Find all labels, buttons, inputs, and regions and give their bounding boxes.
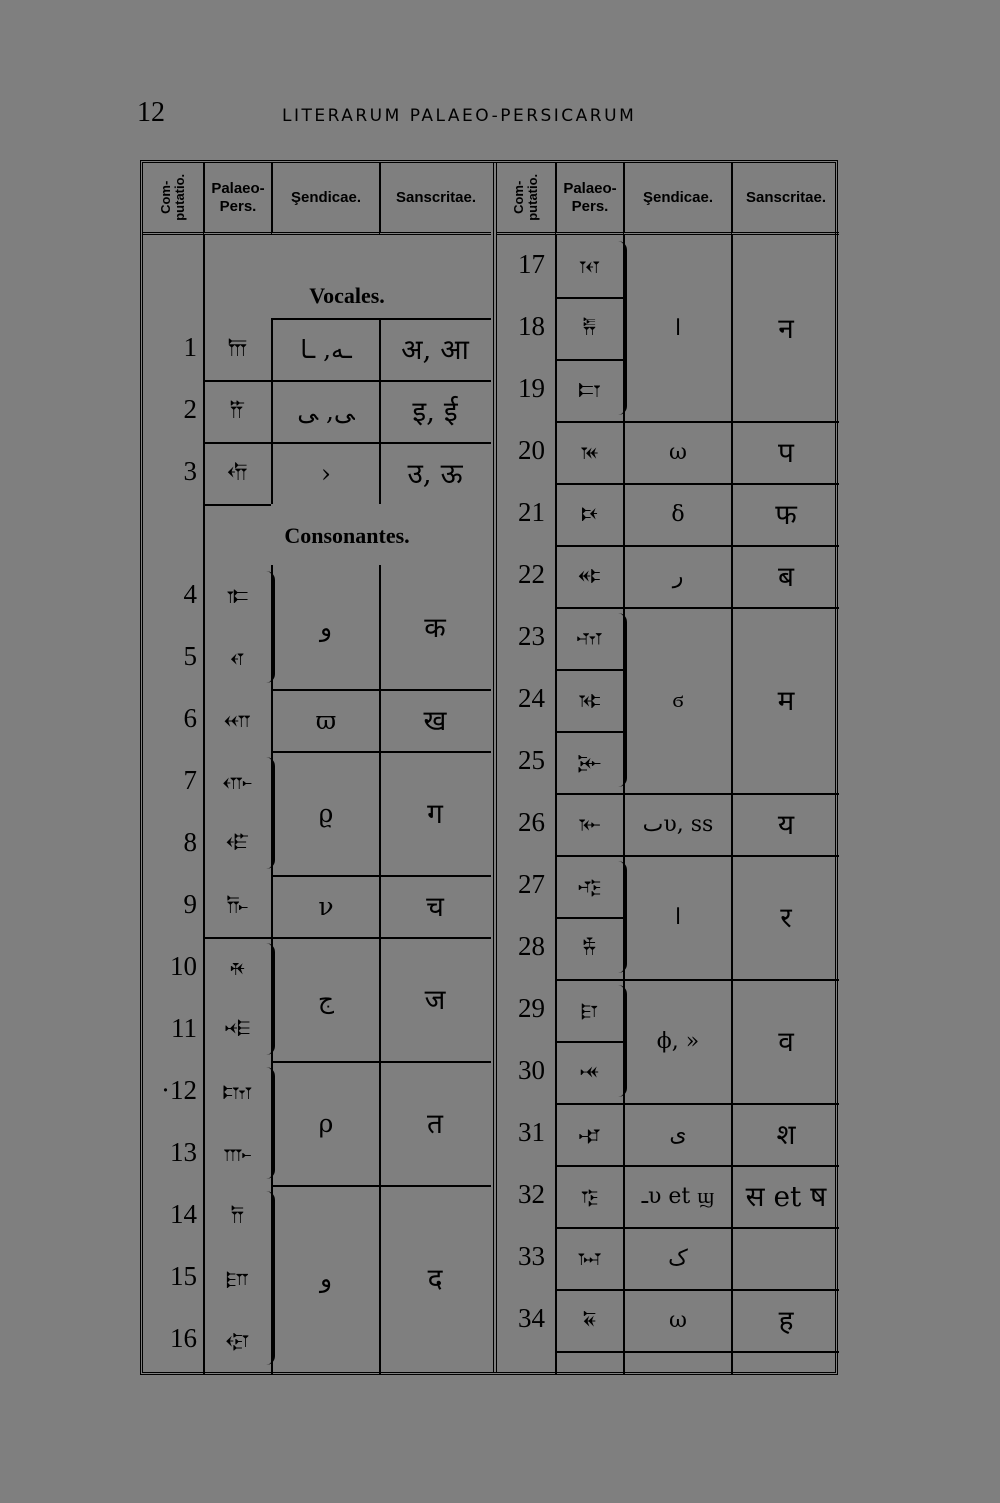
row-number: 18 [518,311,545,341]
palaeo-persian-sign: 𐎳 [580,439,598,465]
palaeo-persian-sign: 𐎸 [577,749,601,775]
palaeo-persian-sign: 𐎤 [230,645,244,671]
palaeo-persian-sign: 𐎭 [230,1203,244,1229]
sendicae-letter: ر [672,563,684,589]
sendicae-letter: ω [669,439,687,465]
row-rule [203,937,271,939]
palaeo-persian-sign: 𐎾 [578,1121,600,1147]
palaeo-persian-sign: 𐎫 [222,1079,252,1105]
row-number: 24 [518,683,545,713]
palaeo-persian-sign: 𐎮 [226,1265,248,1291]
row-number: 10 [170,951,197,981]
sendicae-letter: ـυ et ϣ [641,1184,715,1209]
row-number: 32 [518,1179,545,1209]
column-divider [379,318,381,504]
row-rule [203,504,271,506]
row-number: 14 [170,1199,197,1229]
row-number: 21 [518,497,545,527]
row-number: 25 [518,745,545,775]
sanscrit-letter: व [778,1025,794,1058]
sendicae-letter: ج [317,984,335,1014]
column-divider [203,235,205,1374]
grouping-brace [617,985,627,1097]
row-number: 2 [183,394,197,424]
sanscrit-letter: फ [775,498,797,531]
palaeo-persian-sign: 𐎪 [224,1017,250,1043]
palaeo-persian-sign: 𐎥 [222,769,252,795]
palaeo-persian-sign: 𐎦 [226,831,248,857]
sanscrit-letter: प [778,436,794,469]
grouping-brace [265,1067,275,1179]
sendicae-letter: ϖ [315,705,337,735]
sanscrit-letter: क [424,611,446,644]
sendicae-letter: ω [669,1307,687,1333]
row-number: 13 [170,1137,197,1167]
header-palaeo-pers: Palaeo- Pers. [203,163,271,235]
row-number: 11 [171,1013,197,1043]
table-left-half [143,163,491,1372]
palaeo-persian-sign: 𐎱 [582,315,596,341]
palaeo-persian-sign: 𐎲 [578,377,600,403]
sendicae-letter: و [319,612,333,642]
transliteration-table [140,160,838,1375]
row-number: 26 [518,807,545,837]
row-number: 29 [518,993,545,1023]
sendicae-letter: ى [669,1121,687,1147]
sanscrit-letter: इ, ई [412,395,458,428]
sendicae-letter: δ [671,501,685,527]
sanscrit-letter: ख [423,704,447,737]
row-number: 30 [518,1055,545,1085]
sendicae-letter: ϱ [318,798,334,828]
palaeo-persian-sign: 𐎠 [227,336,247,362]
sanscrit-letter: ब [778,560,794,593]
palaeo-persian-sign: 𐎨 [226,893,248,919]
palaeo-persian-sign: 𐎿 [580,1183,598,1209]
palaeo-persian-sign: 𐏀 [577,1245,601,1271]
row-rule [203,380,271,382]
grouping-brace [265,757,275,869]
palaeo-persian-sign: 𐎼 [580,997,598,1023]
palaeo-persian-sign: 𐎽 [579,1059,599,1085]
row-number: 5 [183,641,197,671]
row-number: 7 [183,765,197,795]
sendicae-letter: ρ [318,1108,334,1138]
sanscrit-letter: अ, आ [401,333,469,366]
sanscrit-letter: य [777,808,795,841]
palaeo-persian-sign: 𐏁 [582,1307,596,1333]
row-rule [623,1351,839,1353]
sanscrit-letter: म [777,684,795,717]
row-number: 1 [183,332,197,362]
row-number: 16 [170,1323,197,1353]
row-number: 3 [183,456,197,486]
row-rule [271,875,491,877]
row-number: 28 [518,931,545,961]
row-number: 8 [183,827,197,857]
grouping-brace [265,571,275,683]
palaeo-persian-sign: 𐎰 [578,253,600,279]
row-number: 6 [183,703,197,733]
header-sendicae: Şendicae. [271,163,379,235]
row-rule [203,442,271,444]
palaeo-persian-sign: 𐎴 [581,501,597,527]
grouping-brace [265,943,275,1055]
sanscrit-letter: ग [427,797,443,830]
palaeo-persian-sign: 𐎺 [577,873,601,899]
sendicae-letter: ک [668,1245,688,1271]
section-vocales: Vocales. [309,283,385,308]
grouping-brace [617,241,627,415]
sendicae-letter: › [321,458,331,488]
row-rule [271,442,491,444]
row-rule [271,1185,491,1187]
sanscrit-letter: द [427,1262,443,1295]
row-rule [271,1061,491,1063]
sanscrit-letter: श [776,1118,796,1151]
row-rule [271,937,491,939]
sanscrit-letter: उ, ऊ [407,457,463,490]
header-computatio: Com- putatio. [143,163,203,235]
palaeo-persian-sign: 𐎷 [578,687,600,713]
row-number: 33 [518,1241,545,1271]
row-number: 31 [518,1117,545,1147]
sendicae-letter: و [319,1263,333,1293]
palaeo-persian-sign: 𐎩 [229,955,245,981]
row-number: 15 [170,1261,197,1291]
column-divider [379,565,381,1374]
sanscrit-letter: ह [778,1304,794,1337]
header-computatio-right: Com- putatio. [497,163,555,235]
palaeo-persian-sign: 𐎹 [578,811,600,837]
palaeo-persian-sign: 𐎵 [578,563,600,589]
header-palaeo-pers-right: Palaeo- Pers. [555,163,623,235]
page-number: 12 [137,97,165,128]
row-number: 22 [518,559,545,589]
row-number: 23 [518,621,545,651]
sanscrit-letter: न [778,312,794,345]
row-rule [555,1351,623,1353]
palaeo-persian-sign: 𐎯 [225,1327,249,1353]
sendicae-letter: ϕ, » [656,1028,700,1054]
section-consonantes: Consonantes. [284,523,410,548]
palaeo-persian-sign: 𐎬 [223,1141,251,1167]
sanscrit-letter: र [780,901,792,934]
palaeo-persian-sign: 𐎡 [229,398,245,424]
row-number: 9 [183,889,197,919]
row-number: 17 [518,249,545,279]
row-rule [271,318,491,320]
header-sendicae-right: Şendicae. [623,163,731,235]
sanscrit-letter [733,1227,839,1289]
palaeo-persian-sign: 𐎶 [576,625,602,651]
row-number: ·12 [161,1075,197,1105]
row-rule [271,380,491,382]
palaeo-persian-sign: 𐎢 [227,460,247,486]
sendicae-letter: ـﻪ, ـﺎ [300,334,352,364]
sendicae-letter: ﻰ, ﻰ [297,396,355,426]
sendicae-letter: ا [674,904,682,930]
header-sanscritae: Sanscritae. [379,163,491,235]
column-divider [555,235,557,1374]
grouping-brace [617,613,627,787]
row-rule [271,689,491,691]
grouping-brace [617,861,627,973]
row-number: 20 [518,435,545,465]
running-head: LITERARUM PALAEO-PERSICARUM [282,106,637,126]
palaeo-persian-sign: 𐎧 [224,707,250,733]
palaeo-persian-sign: 𐎣 [226,583,248,609]
header-sanscritae-right: Sanscritae. [731,163,839,235]
sanscrit-letter: त [427,1107,443,1140]
row-number: 27 [518,869,545,899]
sanscrit-letter: च [426,890,444,923]
row-number: 19 [518,373,545,403]
sendicae-letter: ٮυ, ss [642,811,714,837]
sendicae-letter: ا [674,315,682,341]
sanscrit-letter: ज [424,983,446,1016]
row-number: 4 [183,579,197,609]
sendicae-letter: ϭ [672,688,684,713]
table-right-half [493,163,839,1372]
column-divider [271,318,273,504]
palaeo-persian-sign: 𐎻 [582,935,596,961]
sendicae-letter: ν [318,891,334,921]
row-number: 34 [518,1303,545,1333]
grouping-brace [265,1191,275,1365]
sanscrit-letter: स et ष [745,1180,827,1213]
row-rule [271,751,491,753]
